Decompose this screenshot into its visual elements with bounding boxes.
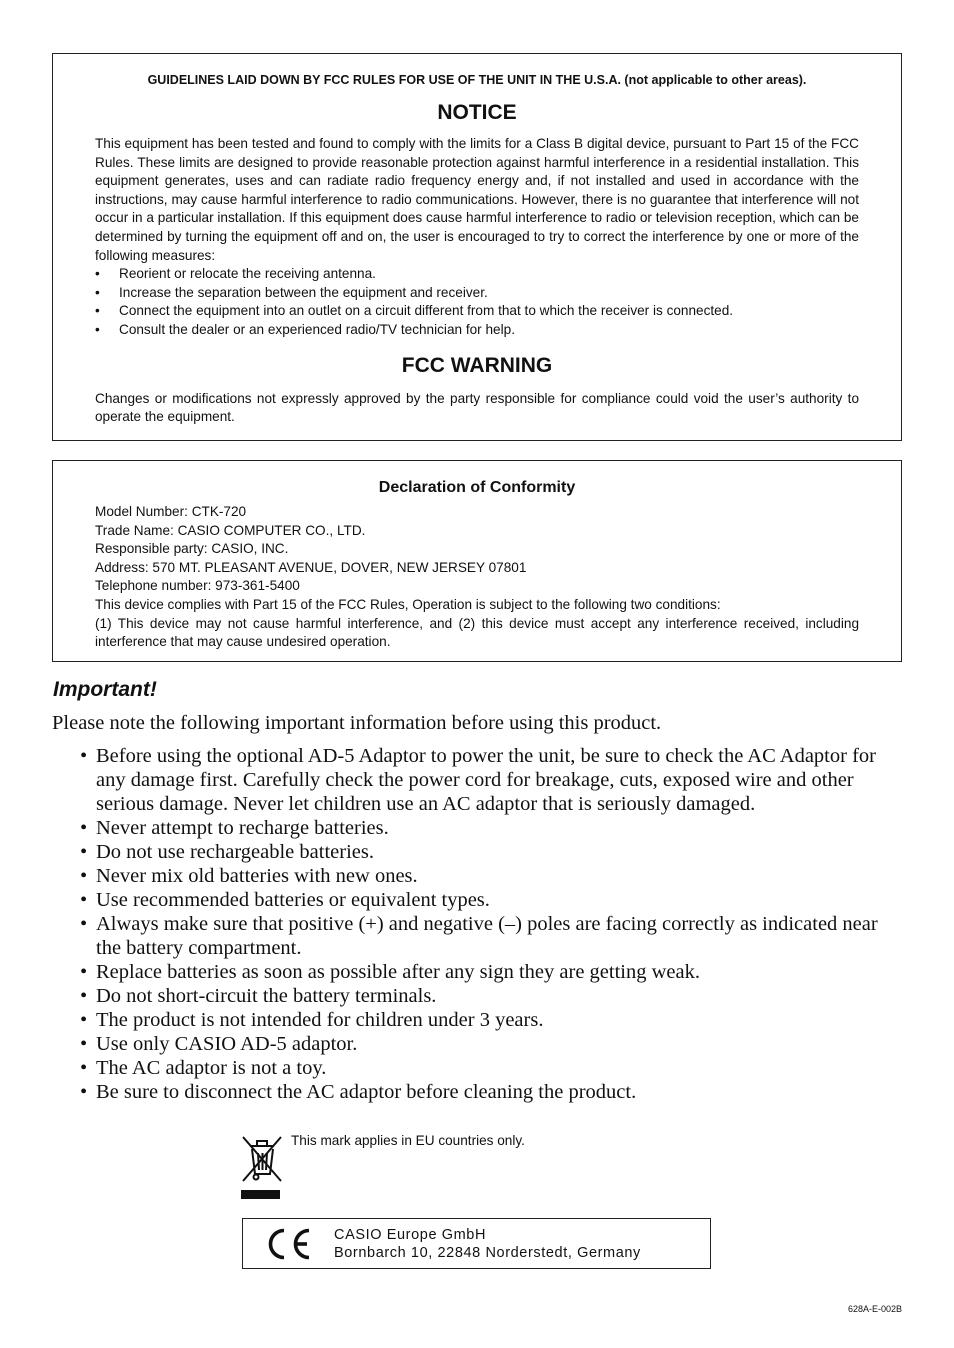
bullet: • <box>80 745 88 767</box>
list-item: • Never attempt to recharge batteries. <box>80 817 389 839</box>
bullet: • <box>80 865 88 887</box>
company-address: Bornbarch 10, 22848 Norderstedt, Germany <box>334 1244 641 1261</box>
company-name: CASIO Europe GmbH <box>334 1227 487 1243</box>
ce-mark-icon <box>265 1227 313 1261</box>
important-heading: Important! <box>53 678 157 701</box>
bullet: • <box>80 985 88 1007</box>
compliance-statement: This device complies with Part 15 of the FCC Rules, Operation is subject to the following two conditions: <box>95 596 721 612</box>
notice-heading: NOTICE <box>437 101 517 124</box>
bullet: • <box>80 961 88 983</box>
fcc-warning-body: Changes or modifications not expressly approved by the party responsible for compliance could void the user’s authority to operate the equipment. <box>95 390 859 425</box>
list-item: • Use only CASIO AD-5 adaptor. <box>80 1033 358 1055</box>
list-item: • The AC adaptor is not a toy. <box>80 1057 327 1079</box>
bullet: • <box>80 1057 88 1079</box>
fcc-guidelines-heading: GUIDELINES LAID DOWN BY FCC RULES FOR USE OF THE UNIT IN THE U.S.A. (not applicable to other areas). <box>147 73 807 87</box>
bullet: • <box>80 1081 88 1103</box>
declaration-title: Declaration of Conformity <box>378 479 576 496</box>
list-item: • Replace batteries as soon as possible after any sign they are getting weak. <box>80 961 700 983</box>
compliance-conditions: (1) This device may not cause harmful interference, and (2) this device must accept any interference received, including interference that may cause undesired operation. <box>95 615 859 650</box>
bullet: • <box>80 1033 88 1055</box>
list-item: • Consult the dealer or an experienced radio/TV technician for help. <box>95 321 859 340</box>
bullet: • <box>95 303 100 319</box>
list-item: • Before using the optional AD-5 Adaptor to power the unit, be sure to check the AC Adaptor for any damage first. Carefully check the power cord for breakage, cuts, exposed wire and other serious damage. Never let children use an AC adaptor that is seriously damaged. <box>80 745 876 815</box>
list-item: • Never mix old batteries with new ones. <box>80 865 418 887</box>
list-item: • Reorient or relocate the receiving antenna. <box>95 265 859 284</box>
bullet: • <box>80 913 88 935</box>
bullet: • <box>95 284 100 300</box>
list-item: • The product is not intended for children under 3 years. <box>80 1009 544 1031</box>
bullet: • <box>95 321 100 337</box>
ce-contact <box>334 1227 641 1262</box>
bullet: • <box>80 1009 88 1031</box>
bullet: • <box>80 817 88 839</box>
trade-name: Trade Name: CASIO COMPUTER CO., LTD. <box>95 522 366 538</box>
interference-measures-list <box>95 265 859 339</box>
bullet: • <box>95 266 100 282</box>
list-item: • Always make sure that positive (+) and negative (–) poles are facing correctly as indicated near the battery compartment. <box>80 913 878 959</box>
declaration-of-conformity-box <box>52 460 902 662</box>
telephone-number: Telephone number: 973-361-5400 <box>95 578 300 594</box>
list-item: • Do not use rechargeable batteries. <box>80 841 374 863</box>
important-intro: Please note the following important information before using this product. <box>52 712 662 734</box>
fcc-guidelines-box <box>52 53 902 441</box>
eu-mark-note: This mark applies in EU countries only. <box>291 1133 525 1148</box>
bullet: • <box>80 841 88 863</box>
important-list <box>80 744 902 1104</box>
list-item: • Be sure to disconnect the AC adaptor before cleaning the product. <box>80 1081 637 1103</box>
list-item: • Do not short-circuit the battery terminals. <box>80 985 437 1007</box>
responsible-party: Responsible party: CASIO, INC. <box>95 541 289 557</box>
list-item: • Connect the equipment into an outlet on a circuit different from that to which the receiver is connected. <box>95 302 859 321</box>
fcc-warning-heading: FCC WARNING <box>401 353 553 377</box>
document-code: 628A-E-002B <box>847 1304 902 1314</box>
model-number: Model Number: CTK-720 <box>95 504 247 519</box>
crossed-out-wheelie-bin-icon <box>240 1134 284 1200</box>
list-item: • Increase the separation between the equipment and receiver. <box>95 284 859 303</box>
ce-declaration-box <box>242 1218 711 1269</box>
bullet: • <box>80 889 88 911</box>
list-item: • Use recommended batteries or equivalent types. <box>80 889 490 911</box>
notice-body: This equipment has been tested and found to comply with the limits for a Class B digital device, pursuant to Part 15 of the FCC Rules. These limits are designed to provide reasonable protection against harmful interference in a residential installation. This equipment generates, uses and can radiate radio frequency energy and, if not installed and used in accordance with the instructions, may cause harmful interference to radio communications. However, there is no guarantee that interference will not occur in a particular installation. If this equipment does cause harmful interference to radio or television reception, which can be determined by turning the equipment off and on, the user is encouraged to try to correct the interference by one or more of the following measures: <box>95 136 859 263</box>
address: Address: 570 MT. PLEASANT AVENUE, DOVER, NEW JERSEY 07801 <box>95 559 527 575</box>
